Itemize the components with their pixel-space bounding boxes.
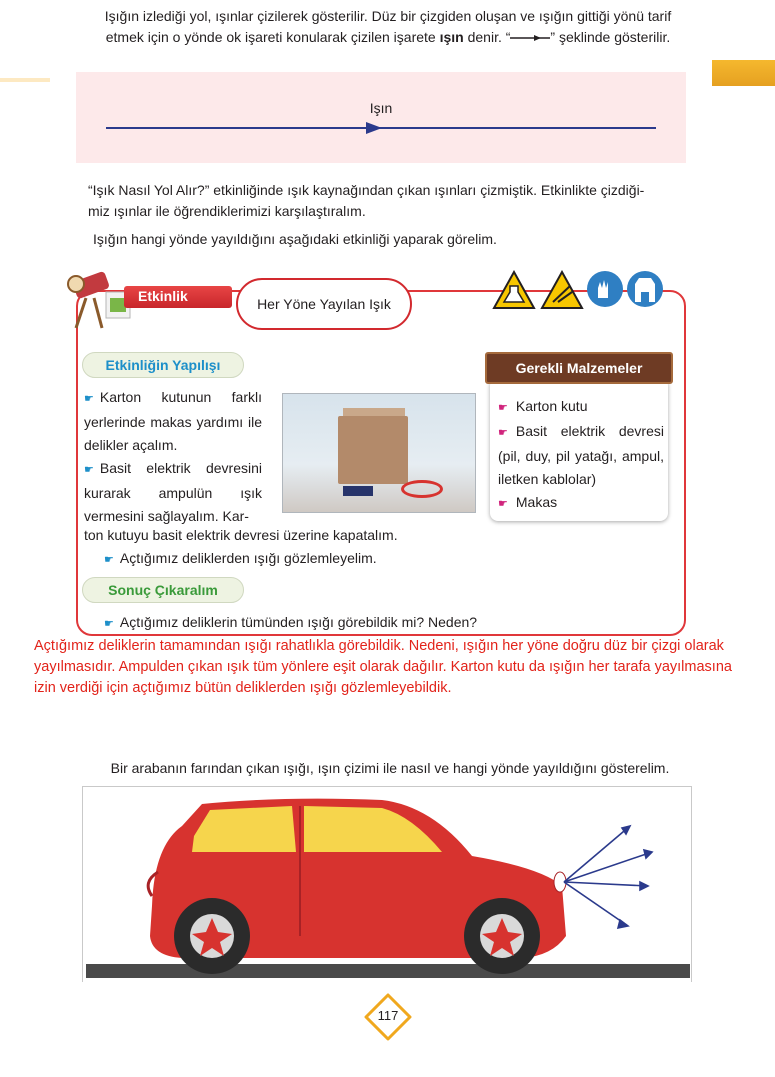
material-item: ☛ Makas	[498, 494, 558, 510]
car-caption: Bir arabanın farından çıkan ışığı, ışın çizimi ile nasıl ve hangi yönde yayıldığını gösterelim.	[110, 760, 670, 776]
term-isin: ışın	[439, 29, 464, 45]
page-number: 117	[377, 1008, 399, 1023]
intro-line-2-mid: denir. “	[467, 29, 511, 45]
procedure-heading: Etkinliğin Yapılışı	[82, 352, 244, 378]
intro-paragraph	[68, 6, 708, 48]
material-item: ☛ Karton kutu	[498, 398, 588, 414]
activity-photo	[282, 393, 476, 513]
paragraph-2-line-2: miz ışınlar ile öğrendiklerimizi karşılaştıralım.	[88, 203, 366, 219]
conclusion-heading: Sonuç Çıkaralım	[82, 577, 244, 603]
hand-pointer-icon: ☛	[84, 393, 94, 405]
hand-pointer-icon: ☛	[104, 618, 114, 630]
question-text: Açtığımız deliklerin tümünden ışığı görebildik mi? Neden?	[119, 614, 478, 630]
materials-heading: Gerekli Malzemeler	[485, 352, 673, 384]
circuit-kit	[343, 486, 373, 496]
hand-pointer-icon: ☛	[104, 554, 114, 566]
lab-coat-icon	[626, 270, 664, 308]
step-2-text: Basit elektrik devresini kurarak ampulün ışık vermesini sağlayalım. Kar-	[84, 460, 262, 524]
paragraph-3: Işığın hangi yönde yayıldığını aşağıdaki etkinliği yaparak görelim.	[93, 231, 497, 247]
ray-example-box	[76, 72, 686, 163]
step-1-text: Karton kutunun farklı yerlerinde makas yardımı ile delikler açalım.	[84, 389, 262, 453]
conclusion-question	[104, 611, 604, 636]
step-1	[84, 386, 262, 457]
car-illustration	[82, 786, 694, 982]
hand-pointer-icon: ☛	[84, 464, 94, 476]
intro-line-2: etmek için o yönde ok işareti konularak çizilen işarete	[105, 29, 436, 45]
scissors-warning-icon	[540, 270, 584, 310]
intro-line-2-end: ” şeklinde gösterilir.	[550, 29, 671, 45]
activity-title: Her Yöne Yayılan Işık	[236, 278, 412, 330]
activity-badge: Etkinlik	[124, 286, 232, 308]
margin-strip	[0, 78, 50, 82]
step-3-text: Açtığımız deliklerden ışığı gözlemleyelim.	[119, 550, 377, 566]
cardboard-box	[338, 416, 408, 484]
ray-label: Işın	[369, 100, 393, 116]
hand-pointer-icon: ☛	[498, 402, 508, 414]
lab-flask-warning-icon	[492, 270, 536, 310]
hand-pointer-icon: ☛	[498, 427, 508, 439]
paragraph-2	[88, 180, 688, 222]
ray-arrowhead-icon	[366, 122, 382, 134]
step-2-continued: ton kutuyu basit elektrik devresi üzerine kapatalım.	[84, 527, 398, 543]
step-2	[84, 457, 262, 528]
step-3	[104, 547, 504, 572]
red-cable	[401, 480, 443, 498]
hand-pointer-icon: ☛	[498, 498, 508, 510]
gloves-icon	[586, 270, 624, 308]
materials-list	[498, 395, 664, 516]
intro-line-1: Işığın izlediği yol, ışınlar çizilerek gösterilir. Düz bir çizgiden oluşan ve ışığın gittiği yönü tarif	[104, 8, 672, 24]
orange-margin-tab	[712, 60, 775, 86]
handwritten-answer: Açtığımız deliklerin tamamından ışığı rahatlıkla görebildik. Nedeni, ışığın her yöne doğru düz bir çizgi olarak yayılmasıdır. Ampulden çıkan ışık tüm yönlere eşit olarak dağılır. Karton kutu da ışığın her tarafa yayılmasına izin verdiği için açtığımız bütün deliklerden ışığı gözlemleyebildik.	[34, 638, 732, 696]
paragraph-2-line-1: “Işık Nasıl Yol Alır?” etkinliğinde ışık kaynağından çıkan ışınları çizmiştik. Etkinlikte çizdiği-	[88, 182, 645, 198]
ray-arrow-icon	[510, 33, 550, 43]
material-item: ☛ Basit elektrik devresi (pil, duy, pil yatağı, ampul, iletken kablolar)	[498, 423, 664, 487]
